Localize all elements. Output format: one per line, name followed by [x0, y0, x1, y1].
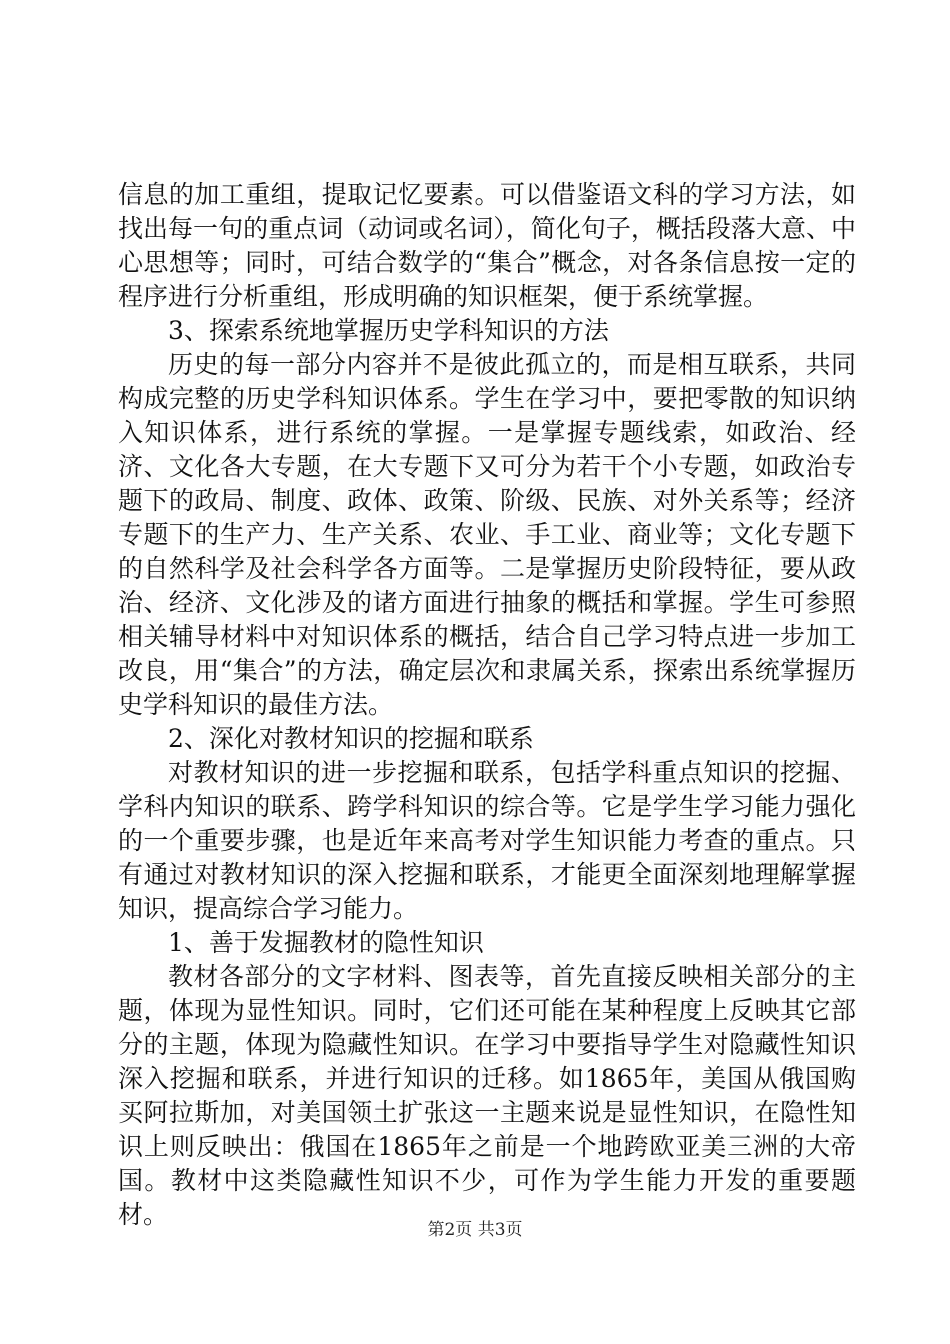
paragraph-deepen-knowledge: 对教材知识的进一步挖掘和联系，包括学科重点知识的挖掘、学科内知识的联系、跨学科知识的综合等。它是学生学习能力强化的一个重要步骤，也是近年来高考对学生知识能力考查的重点。只有通过对教材知识的深入挖掘和联系，才能更全面深刻地理解掌握知识，提高综合学习能力。 — [118, 758, 856, 923]
section-heading-2: 2、深化对教材知识的挖掘和联系 — [168, 724, 534, 753]
paragraph-system-knowledge: 历史的每一部分内容并不是彼此孤立的，而是相互联系，共同构成完整的历史学科知识体系。学生在学习中，要把零散的知识纳入知识体系，进行系统的掌握。一是掌握专题线索，如政治、经济、文化各大专题，在大专题下又可分为若干个小专题，如政治专题下的政局、制度、政体、政策、阶级、民族、对外关系等；经济专题下的生产力、生产关系、农业、手工业、商业等；文化专题下的自然科学及社会科学各方面等。二是掌握历史阶段特征，要从政治、经济、文化涉及的诸方面进行抽象的概括和掌握。学生可参照相关辅导材料中对知识体系的概括，结合自己学习特点进一步加工改良，用“集合”的方法，确定层次和隶属关系，探索出系统掌握历史学科知识的最佳方法。 — [118, 350, 856, 719]
paragraph-continuation: 信息的加工重组，提取记忆要素。可以借鉴语文科的学习方法，如找出每一句的重点词（动词或名词），简化句子，概括段落大意、中心思想等；同时，可结合数学的“集合”概念，对各条信息按一定的程序进行分析重组，形成明确的知识框架，便于系统掌握。 — [118, 180, 856, 311]
document-body — [118, 178, 856, 1232]
section-heading-1: 1、善于发掘教材的隐性知识 — [168, 928, 484, 957]
page-footer: 第2页 共3页 — [427, 1220, 523, 1240]
paragraph-hidden-knowledge: 教材各部分的文字材料、图表等，首先直接反映相关部分的主题，体现为显性知识。同时，它们还可能在某种程度上反映其它部分的主题，体现为隐藏性知识。在学习中要指导学生对隐藏性知识深入挖掘和联系，并进行知识的迁移。如1865年，美国从俄国购买阿拉斯加，对美国领土扩张这一主题来说是显性知识，在隐性知识上则反映出：俄国在1865年之前是一个地跨欧亚美三洲的大帝国。教材中这类隐藏性知识不少，可作为学生能力开发的重要题材。 — [118, 962, 856, 1229]
section-heading-3: 3、探索系统地掌握历史学科知识的方法 — [168, 316, 609, 345]
